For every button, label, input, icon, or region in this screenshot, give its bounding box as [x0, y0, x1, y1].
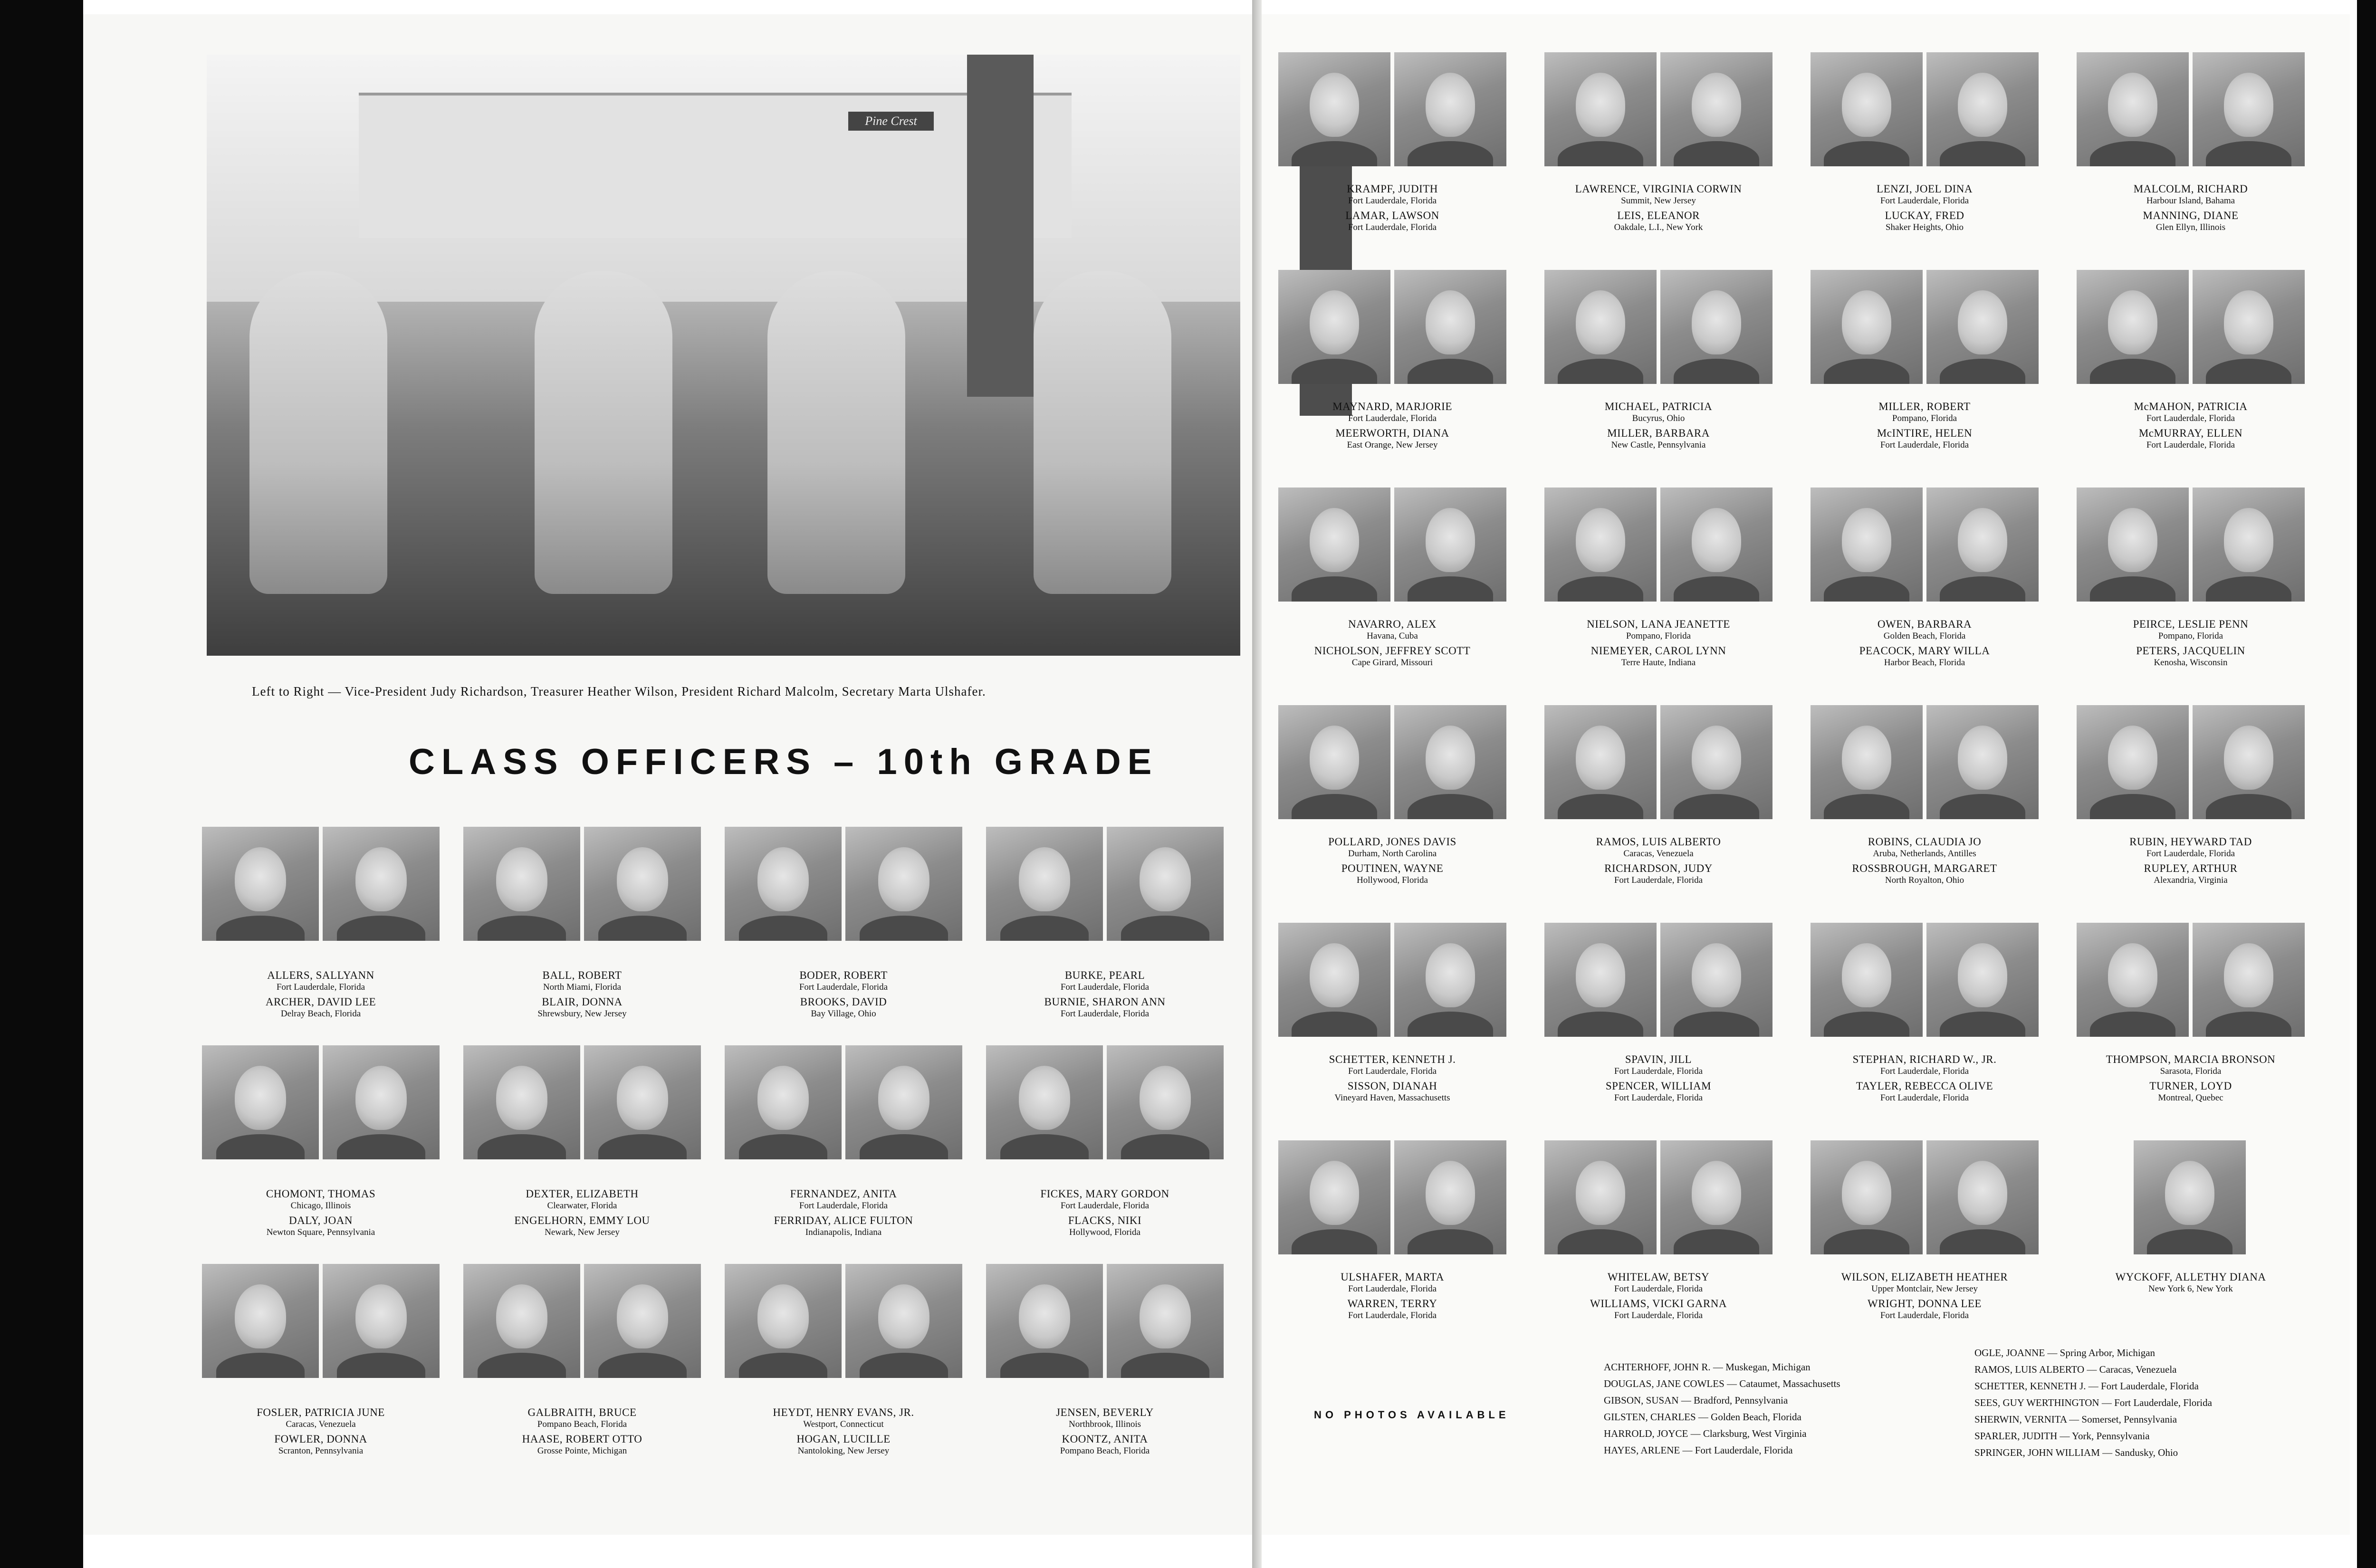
- person-heather-wilson: [535, 271, 672, 594]
- student-name: MANNING, DIANE: [2143, 210, 2239, 221]
- student-entry: [2067, 836, 2314, 889]
- section-title: CLASS OFFICERS – 10th GRADE: [409, 742, 1159, 782]
- student-name: PEACOCK, MARY WILLA: [1859, 645, 1990, 657]
- student-hometown: Montreal, Quebec: [2158, 1093, 2223, 1103]
- student-name: LEIS, ELEANOR: [1617, 210, 1700, 221]
- student-entry: [1801, 618, 2048, 671]
- student-hometown: Harbour Island, Bahama: [2146, 196, 2235, 206]
- student-name: STEPHAN, RICHARD W., JR.: [1852, 1053, 1997, 1065]
- student-portrait: [2077, 705, 2189, 819]
- student-hometown: Fort Lauderdale, Florida: [1880, 196, 1969, 206]
- student-name: NIELSON, LANA JEANETTE: [1587, 618, 1730, 630]
- student-name: BLAIR, DONNA: [542, 996, 623, 1008]
- student-name: OWEN, BARBARA: [1877, 618, 1972, 630]
- student-entry: [1801, 183, 2048, 236]
- no-photos-column-1: [1604, 1359, 1840, 1459]
- student-hometown: Fort Lauderdale, Florida: [1880, 1093, 1969, 1103]
- student-hometown: Fort Lauderdale, Florida: [799, 982, 888, 992]
- person-judy-richardson: [249, 271, 387, 594]
- student-name: LUCKAY, FRED: [1885, 210, 1964, 221]
- student-portrait: [845, 1045, 962, 1159]
- student-portrait: [2077, 488, 2189, 602]
- student-portrait: [1394, 705, 1506, 819]
- student-name: KRAMPF, JUDITH: [1347, 183, 1438, 195]
- student-name: ULSHAFER, MARTA: [1341, 1271, 1444, 1283]
- student-name: HAASE, ROBERT OTTO: [522, 1433, 642, 1445]
- student-hometown: Havana, Cuba: [1367, 631, 1418, 641]
- student-name: SCHETTER, KENNETH J.: [1329, 1053, 1456, 1065]
- student-name: JENSEN, BEVERLY: [1056, 1406, 1154, 1418]
- student-portrait: [2193, 270, 2305, 384]
- student-entry: [1269, 836, 1516, 889]
- student-name: McINTIRE, HELEN: [1877, 427, 1973, 439]
- student-portrait: [1278, 270, 1390, 384]
- person-marta-ulshafer: [1034, 271, 1171, 594]
- student-hometown: Fort Lauderdale, Florida: [1348, 1066, 1437, 1076]
- scan-border-left: [0, 0, 83, 1568]
- student-entry: [981, 1188, 1228, 1241]
- student-hometown: North Royalton, Ohio: [1885, 875, 1964, 885]
- student-name: FOWLER, DONNA: [274, 1433, 367, 1445]
- student-portrait: [1544, 705, 1657, 819]
- student-name: LAMAR, LAWSON: [1345, 210, 1439, 221]
- student-hometown: Golden Beach, Florida: [1883, 631, 1966, 641]
- student-portrait: [1811, 705, 1923, 819]
- student-name: FERRIDAY, ALICE FULTON: [774, 1214, 913, 1226]
- student-entry: [1535, 401, 1782, 454]
- student-portrait: [1394, 270, 1506, 384]
- student-portrait: [1544, 270, 1657, 384]
- student-portrait: [1811, 1140, 1923, 1254]
- student-portrait: [1544, 52, 1657, 166]
- student-hometown: Scranton, Pennsylvania: [278, 1446, 364, 1456]
- student-entry: [1269, 401, 1516, 454]
- student-name: THOMPSON, MARCIA BRONSON: [2106, 1053, 2276, 1065]
- student-hometown: Fort Lauderdale, Florida: [1060, 982, 1150, 992]
- no-photo-entry: SHERWIN, VERNITA — Somerset, Pennsylvania: [1974, 1414, 2177, 1425]
- student-name: LENZI, JOEL DINA: [1877, 183, 1973, 195]
- student-name: DALY, JOAN: [289, 1214, 353, 1226]
- student-name: PEIRCE, LESLIE PENN: [2133, 618, 2249, 630]
- student-name: MALCOLM, RICHARD: [2133, 183, 2248, 195]
- scan-border-right: [2357, 0, 2376, 1568]
- student-name: MICHAEL, PATRICIA: [1604, 401, 1713, 412]
- student-portrait: [1394, 488, 1506, 602]
- student-hometown: Fort Lauderdale, Florida: [1614, 1093, 1703, 1103]
- student-portrait: [1926, 705, 2039, 819]
- student-hometown: Delray Beach, Florida: [280, 1009, 361, 1019]
- student-hometown: East Orange, New Jersey: [1347, 440, 1438, 450]
- student-hometown: Alexandria, Virginia: [2154, 875, 2228, 885]
- student-hometown: Westport, Connecticut: [803, 1419, 884, 1429]
- student-entry: [720, 1406, 967, 1460]
- student-name: RUPLEY, ARTHUR: [2144, 862, 2238, 874]
- student-entry: [2067, 618, 2314, 671]
- student-name: ARCHER, DAVID LEE: [265, 996, 376, 1008]
- student-name: NIEMEYER, CAROL LYNN: [1590, 645, 1726, 657]
- student-hometown: Pompano, Florida: [1892, 413, 1957, 423]
- student-hometown: Sarasota, Florida: [2160, 1066, 2222, 1076]
- student-portrait: [2193, 705, 2305, 819]
- student-portrait: [1278, 52, 1390, 166]
- student-portrait: [202, 1264, 319, 1378]
- student-name: MILLER, ROBERT: [1878, 401, 1971, 412]
- student-portrait: [1107, 1045, 1224, 1159]
- student-hometown: Durham, North Carolina: [1348, 849, 1437, 859]
- student-name: TURNER, LOYD: [2149, 1080, 2232, 1092]
- student-entry: [1269, 1271, 1516, 1324]
- student-entry: [1535, 618, 1782, 671]
- student-hometown: Fort Lauderdale, Florida: [1614, 1284, 1703, 1294]
- student-name: BALL, ROBERT: [542, 969, 622, 981]
- student-entry: [1801, 836, 2048, 889]
- student-name: WILLIAMS, VICKI GARNA: [1590, 1298, 1727, 1310]
- student-hometown: Harbor Beach, Florida: [1884, 658, 1965, 668]
- student-name: BURKE, PEARL: [1064, 969, 1145, 981]
- student-entry: [1269, 618, 1516, 671]
- student-name: RUBIN, HEYWARD TAD: [2129, 836, 2252, 848]
- no-photo-entry: HARROLD, JOYCE — Clarksburg, West Virginia: [1604, 1428, 1807, 1439]
- student-hometown: Pompano, Florida: [1626, 631, 1691, 641]
- student-hometown: Pompano Beach, Florida: [1060, 1446, 1150, 1456]
- student-hometown: Fort Lauderdale, Florida: [1880, 440, 1969, 450]
- student-portrait: [725, 1045, 842, 1159]
- no-photo-entry: OGLE, JOANNE — Spring Arbor, Michigan: [1974, 1347, 2156, 1358]
- student-entry: [1801, 1053, 2048, 1107]
- student-name: FOSLER, PATRICIA JUNE: [257, 1406, 385, 1418]
- student-portrait: [1811, 52, 1923, 166]
- student-entry: [1535, 1053, 1782, 1107]
- student-portrait: [1544, 1140, 1657, 1254]
- student-hometown: Pompano, Florida: [2158, 631, 2223, 641]
- student-portrait: [1278, 923, 1390, 1037]
- student-name: BURNIE, SHARON ANN: [1044, 996, 1166, 1008]
- student-entry: [1535, 1271, 1782, 1324]
- class-officers-group-photo: [207, 55, 1240, 656]
- no-photo-entry: SCHETTER, KENNETH J. — Fort Lauderdale, Florida: [1974, 1380, 2199, 1392]
- student-entry: [459, 1188, 706, 1241]
- person-richard-malcolm: [767, 271, 905, 594]
- student-hometown: Fort Lauderdale, Florida: [1348, 413, 1437, 423]
- student-hometown: Kenosha, Wisconsin: [2154, 658, 2228, 668]
- student-portrait: [323, 1045, 440, 1159]
- student-entry: [1269, 1053, 1516, 1107]
- student-hometown: Grosse Pointe, Michigan: [537, 1446, 627, 1456]
- student-name: McMURRAY, ELLEN: [2138, 427, 2243, 439]
- student-entry: [2067, 183, 2314, 236]
- student-hometown: Hollywood, Florida: [1357, 875, 1428, 885]
- student-hometown: Upper Montclair, New Jersey: [1871, 1284, 1978, 1294]
- student-entry: [981, 1406, 1228, 1460]
- student-hometown: Fort Lauderdale, Florida: [1614, 1066, 1703, 1076]
- student-entry: [981, 969, 1228, 1023]
- student-hometown: Nantoloking, New Jersey: [797, 1446, 890, 1456]
- no-photo-entry: GILSTEN, CHARLES — Golden Beach, Florida: [1604, 1411, 1801, 1423]
- student-entry: [2067, 401, 2314, 454]
- student-portrait: [1394, 1140, 1506, 1254]
- student-name: DEXTER, ELIZABETH: [526, 1188, 639, 1200]
- student-portrait: [1394, 923, 1506, 1037]
- student-hometown: Oakdale, L.I., New York: [1614, 222, 1703, 232]
- student-portrait: [2077, 923, 2189, 1037]
- student-portrait: [1544, 488, 1657, 602]
- student-entry: [1801, 401, 2048, 454]
- student-entry: [720, 1188, 967, 1241]
- student-portrait: [2193, 923, 2305, 1037]
- student-name: MILLER, BARBARA: [1607, 427, 1710, 439]
- student-hometown: Newton Square, Pennsylvania: [266, 1227, 375, 1237]
- student-hometown: Pompano Beach, Florida: [537, 1419, 627, 1429]
- no-photo-entry: SPARLER, JUDITH — York, Pennsylvania: [1974, 1430, 2150, 1442]
- student-name: HEYDT, HENRY EVANS, JR.: [773, 1406, 914, 1418]
- student-hometown: Caracas, Venezuela: [1623, 849, 1694, 859]
- student-name: WILSON, ELIZABETH HEATHER: [1841, 1271, 2008, 1283]
- student-name: CHOMONT, THOMAS: [266, 1188, 376, 1200]
- student-hometown: Fort Lauderdale, Florida: [1060, 1201, 1150, 1211]
- student-portrait: [1660, 488, 1772, 602]
- student-hometown: Vineyard Haven, Massachusetts: [1334, 1093, 1450, 1103]
- student-entry: [1801, 1271, 2048, 1324]
- student-portrait: [1926, 52, 2039, 166]
- student-hometown: Fort Lauderdale, Florida: [276, 982, 365, 992]
- student-portrait: [1660, 1140, 1772, 1254]
- student-portrait: [1394, 52, 1506, 166]
- student-portrait: [2134, 1140, 2246, 1254]
- student-portrait: [584, 1045, 701, 1159]
- student-name: WARREN, TERRY: [1347, 1298, 1437, 1310]
- student-hometown: Bucyrus, Ohio: [1632, 413, 1685, 423]
- student-entry: [2067, 1271, 2314, 1298]
- no-photos-column-2: [1974, 1345, 2212, 1461]
- student-entry: [1535, 836, 1782, 889]
- student-name: SPENCER, WILLIAM: [1605, 1080, 1712, 1092]
- student-name: ENGELHORN, EMMY LOU: [514, 1214, 650, 1226]
- student-portrait: [1278, 488, 1390, 602]
- student-entry: [1269, 183, 1516, 236]
- student-hometown: Bay Village, Ohio: [811, 1009, 876, 1019]
- student-name: RAMOS, LUIS ALBERTO: [1596, 836, 1721, 848]
- student-entry: [1535, 183, 1782, 236]
- student-portrait: [463, 827, 580, 941]
- student-hometown: Fort Lauderdale, Florida: [1614, 1310, 1703, 1320]
- student-hometown: Terre Haute, Indiana: [1621, 658, 1696, 668]
- building-sign: Pine Crest: [848, 112, 934, 131]
- student-entry: [2067, 1053, 2314, 1107]
- student-portrait: [1107, 1264, 1224, 1378]
- student-hometown: Cape Girard, Missouri: [1351, 658, 1433, 668]
- student-portrait: [986, 1264, 1103, 1378]
- student-name: ROBINS, CLAUDIA JO: [1868, 836, 1982, 848]
- student-portrait: [2077, 270, 2189, 384]
- student-portrait: [1544, 923, 1657, 1037]
- student-portrait: [323, 1264, 440, 1378]
- student-name: WHITELAW, BETSY: [1607, 1271, 1710, 1283]
- student-name: HOGAN, LUCILLE: [796, 1433, 891, 1445]
- student-portrait: [845, 1264, 962, 1378]
- student-name: MAYNARD, MARJORIE: [1332, 401, 1452, 412]
- student-portrait: [1107, 827, 1224, 941]
- student-portrait: [986, 1045, 1103, 1159]
- student-name: McMAHON, PATRICIA: [2134, 401, 2248, 412]
- student-portrait: [1660, 705, 1772, 819]
- student-portrait: [584, 827, 701, 941]
- student-hometown: Summit, New Jersey: [1621, 196, 1696, 206]
- student-portrait: [1926, 488, 2039, 602]
- student-hometown: Fort Lauderdale, Florida: [2146, 413, 2235, 423]
- student-portrait: [2193, 52, 2305, 166]
- student-name: PETERS, JACQUELIN: [2136, 645, 2245, 657]
- no-photo-entry: SEES, GUY WERTHINGTON — Fort Lauderdale, Florida: [1974, 1397, 2212, 1408]
- student-hometown: Shaker Heights, Ohio: [1885, 222, 1964, 232]
- no-photo-entry: ACHTERHOFF, JOHN R. — Muskegan, Michigan: [1604, 1361, 1811, 1373]
- student-portrait: [1660, 270, 1772, 384]
- student-entry: [720, 969, 967, 1023]
- student-portrait: [323, 827, 440, 941]
- student-name: WYCKOFF, ALLETHY DIANA: [2115, 1271, 2266, 1283]
- student-portrait: [1926, 923, 2039, 1037]
- student-portrait: [1811, 488, 1923, 602]
- student-hometown: Fort Lauderdale, Florida: [1348, 1310, 1437, 1320]
- student-portrait: [1926, 270, 2039, 384]
- student-hometown: Fort Lauderdale, Florida: [1880, 1066, 1969, 1076]
- student-hometown: Fort Lauderdale, Florida: [2146, 440, 2235, 450]
- student-name: TAYLER, REBECCA OLIVE: [1856, 1080, 1993, 1092]
- student-name: RICHARDSON, JUDY: [1604, 862, 1713, 874]
- no-photos-label: NO PHOTOS AVAILABLE: [1314, 1409, 1510, 1421]
- student-entry: [459, 969, 706, 1023]
- student-portrait: [986, 827, 1103, 941]
- student-name: NICHOLSON, JEFFREY SCOTT: [1314, 645, 1471, 657]
- student-hometown: Northbrook, Illinois: [1069, 1419, 1141, 1429]
- student-hometown: Fort Lauderdale, Florida: [1348, 222, 1437, 232]
- student-portrait: [463, 1045, 580, 1159]
- no-photo-entry: SPRINGER, JOHN WILLIAM — Sandusky, Ohio: [1974, 1447, 2178, 1458]
- student-portrait: [463, 1264, 580, 1378]
- student-name: ROSSBROUGH, MARGARET: [1852, 862, 1997, 874]
- student-hometown: Clearwater, Florida: [547, 1201, 617, 1211]
- student-hometown: Fort Lauderdale, Florida: [799, 1201, 888, 1211]
- student-portrait: [584, 1264, 701, 1378]
- student-hometown: Hollywood, Florida: [1069, 1227, 1140, 1237]
- student-hometown: Fort Lauderdale, Florida: [2146, 849, 2235, 859]
- student-name: MEERWORTH, DIANA: [1335, 427, 1449, 439]
- student-hometown: Glen Ellyn, Illinois: [2156, 222, 2226, 232]
- student-portrait: [845, 827, 962, 941]
- student-portrait: [202, 1045, 319, 1159]
- student-name: SISSON, DIANAH: [1347, 1080, 1437, 1092]
- student-hometown: Fort Lauderdale, Florida: [1614, 875, 1703, 885]
- student-portrait: [1660, 923, 1772, 1037]
- student-hometown: New York 6, New York: [2148, 1284, 2233, 1294]
- student-hometown: Aruba, Netherlands, Antilles: [1873, 849, 1976, 859]
- student-hometown: North Miami, Florida: [543, 982, 622, 992]
- student-name: NAVARRO, ALEX: [1348, 618, 1437, 630]
- student-portrait: [1926, 1140, 2039, 1254]
- student-portrait: [1278, 1140, 1390, 1254]
- student-portrait: [725, 827, 842, 941]
- student-portrait: [202, 827, 319, 941]
- student-portrait: [1811, 270, 1923, 384]
- student-name: FLACKS, NIKI: [1068, 1214, 1142, 1226]
- student-entry: [459, 1406, 706, 1460]
- student-hometown: Fort Lauderdale, Florida: [1060, 1009, 1150, 1019]
- student-hometown: Fort Lauderdale, Florida: [1348, 1284, 1437, 1294]
- student-portrait: [2193, 488, 2305, 602]
- student-hometown: Shrewsbury, New Jersey: [537, 1009, 627, 1019]
- student-entry: [197, 1188, 444, 1241]
- student-hometown: Caracas, Venezuela: [286, 1419, 356, 1429]
- no-photo-entry: RAMOS, LUIS ALBERTO — Caracas, Venezuela: [1974, 1364, 2177, 1375]
- student-name: BROOKS, DAVID: [800, 996, 887, 1008]
- no-photo-entry: DOUGLAS, JANE COWLES — Cataumet, Massachusetts: [1604, 1378, 1840, 1389]
- student-name: FICKES, MARY GORDON: [1040, 1188, 1169, 1200]
- student-name: GALBRAITH, BRUCE: [527, 1406, 637, 1418]
- student-portrait: [1278, 705, 1390, 819]
- student-hometown: Fort Lauderdale, Florida: [1880, 1310, 1969, 1320]
- no-photo-entry: HAYES, ARLENE — Fort Lauderdale, Florida: [1604, 1444, 1793, 1456]
- student-portrait: [1660, 52, 1772, 166]
- student-name: BODER, ROBERT: [799, 969, 888, 981]
- student-name: WRIGHT, DONNA LEE: [1868, 1298, 1982, 1310]
- student-portrait: [725, 1264, 842, 1378]
- student-hometown: Chicago, Illinois: [290, 1201, 351, 1211]
- student-name: POUTINEN, WAYNE: [1341, 862, 1444, 874]
- student-entry: [197, 969, 444, 1023]
- student-name: LAWRENCE, VIRGINIA CORWIN: [1575, 183, 1742, 195]
- book-gutter: [1252, 0, 1262, 1568]
- student-portrait: [2077, 52, 2189, 166]
- no-photo-entry: GIBSON, SUSAN — Bradford, Pennsylvania: [1604, 1395, 1788, 1406]
- student-hometown: Newark, New Jersey: [545, 1227, 620, 1237]
- student-hometown: New Castle, Pennsylvania: [1611, 440, 1706, 450]
- student-portrait: [1811, 923, 1923, 1037]
- student-name: POLLARD, JONES DAVIS: [1328, 836, 1456, 848]
- student-name: ALLERS, SALLYANN: [267, 969, 374, 981]
- group-photo-caption: Left to Right — Vice-President Judy Richardson, Treasurer Heather Wilson, President Richard Malcolm, Secretary Marta Ulshafer.: [252, 684, 986, 698]
- student-name: KOONTZ, ANITA: [1062, 1433, 1148, 1445]
- student-hometown: Fort Lauderdale, Florida: [1348, 196, 1437, 206]
- student-hometown: Indianapolis, Indiana: [805, 1227, 882, 1237]
- student-entry: [197, 1406, 444, 1460]
- student-name: SPAVIN, JILL: [1625, 1053, 1692, 1065]
- student-name: FERNANDEZ, ANITA: [790, 1188, 897, 1200]
